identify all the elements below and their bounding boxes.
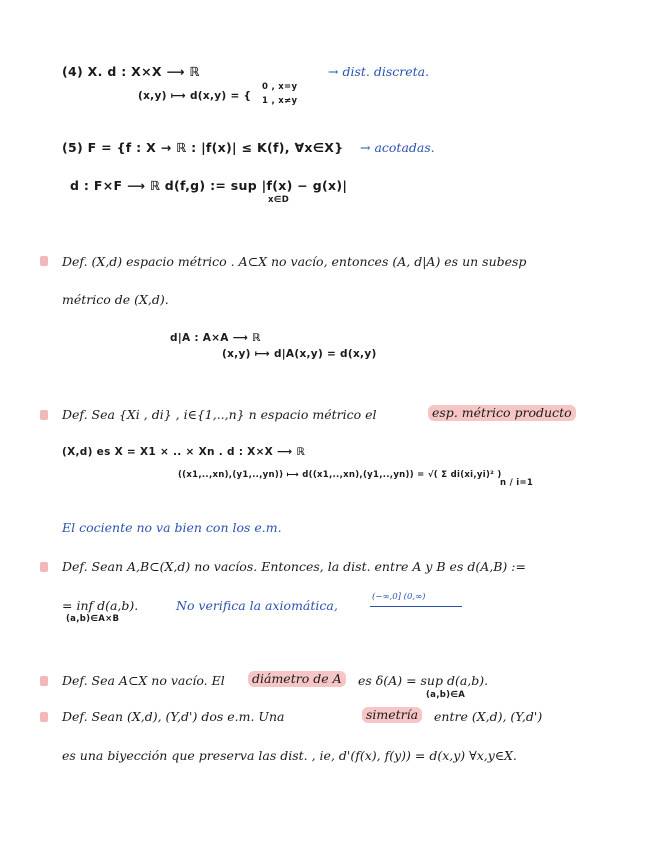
item4-line1: (4) X. d : X×X ⟶ ℝ [62,64,200,79]
quotient-note: El cociente no va bien con los e.m. [62,520,282,535]
def-isometry-post: entre (X,d), (Y,d') [434,709,543,724]
intervals-note: (−∞,0] (0,∞) [372,592,426,602]
def-setdist-sub: (a,b)∈A×B [66,614,120,624]
product-metric-highlight: esp. métrico producto [428,405,576,421]
def-subspace-map2: (x,y) ⟼ d|A(x,y) = d(x,y) [222,348,377,360]
item4-case-a: 0 , x=y [262,82,298,92]
def-setdist-line1: Def. Sean A,B⊂(X,d) no vacíos. Entonces, la dist. entre A y B es d(A,B) := [62,559,526,574]
bullet-icon [40,676,48,686]
item4-case-b: 1 , x≠y [262,96,298,106]
def-product-line1: Def. Sea {Xi , di} , i∈{1,..,n} n espacio métrico el [62,407,377,422]
item5-line2: d : F×F ⟶ ℝ d(f,g) := sup |f(x) − g(x)| [70,178,348,193]
sum-limits: n / i=1 [500,478,534,488]
def-setdist-line2: = inf d(a,b). [62,598,139,613]
def-product-line2: (X,d) es X = X1 × .. × Xn . d : X×X ⟶ ℝ [62,446,306,458]
diameter-highlight: diámetro de A [248,671,346,687]
def-subspace-line2: métrico de (X,d). [62,292,169,307]
item4-note: → dist. discreta. [328,64,430,79]
item5-sub: x∈D [268,195,290,205]
item5-line1: (5) F = {f : X → ℝ : |f(x)| ≤ K(f), ∀x∈X} [62,140,344,155]
def-isometry-line2: es una biyección que preserva las dist. , ie, d'(f(x), f(y)) = d(x,y) ∀x,y∈X. [62,748,517,763]
def-diameter-post: es δ(A) = sup d(a,b). [358,673,489,688]
bullet-icon [40,562,48,572]
item5-note: → acotadas. [360,140,435,155]
bullet-icon [40,410,48,420]
def-subspace-line1: Def. (X,d) espacio métrico . A⊂X no vacío, entonces (A, d|A) es un subesp [62,254,527,269]
bullet-icon [40,712,48,722]
def-product-line3: ((x1,..,xn),(y1,..,yn)) ⟼ d((x1,..,xn),(y1,..,yn)) = √( Σ di(xi,yi)² ) [178,470,502,480]
symmetry-highlight: simetría [362,707,422,723]
def-subspace-map1: d|A : A×A ⟶ ℝ [170,332,261,344]
def-isometry-pre: Def. Sean (X,d), (Y,d') dos e.m. Una [62,709,285,724]
bullet-icon [40,256,48,266]
def-diameter-sub: (a,b)∈A [426,690,466,700]
def-diameter-pre: Def. Sea A⊂X no vacío. El [62,673,225,688]
intervals-underline [370,606,462,607]
def-setdist-note: No verifica la axiomática, [176,598,338,613]
item4-line2: (x,y) ⟼ d(x,y) = { [138,90,252,102]
